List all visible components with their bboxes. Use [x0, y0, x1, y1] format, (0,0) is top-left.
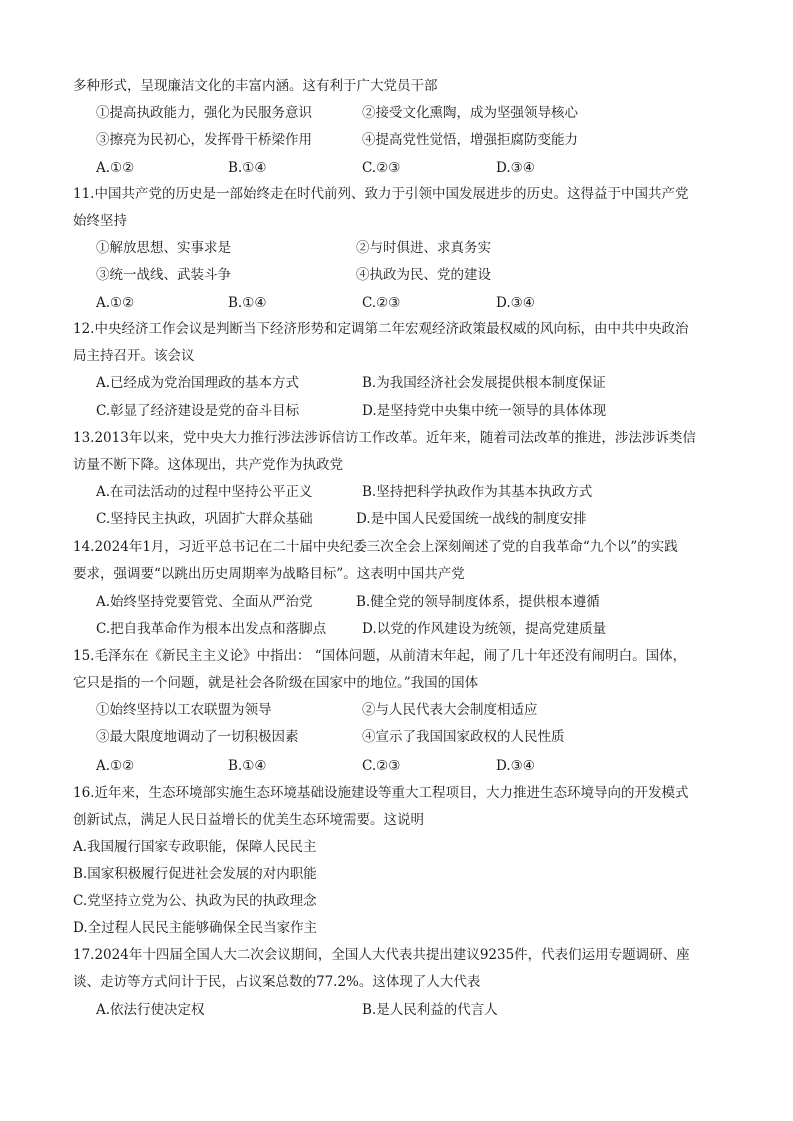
- q10-item-4: ④提高党性觉悟，增强拒腐防变能力: [362, 132, 578, 148]
- q10-item-1: ①提高执政能力，强化为民服务意识: [96, 105, 312, 121]
- q14-stem-line1: 14.2024年1月，习近平总书记在二十届中央纪委三次全会上深刻阐述了党的自我革命“九个以”的实践: [73, 539, 678, 555]
- q13-choice-a[interactable]: A.在司法活动的过程中坚持公平正义: [96, 484, 313, 500]
- q16-stem-line2: 创新试点，满足人民日益增长的优美生态环境需要。这说明: [73, 812, 424, 828]
- q15-item-2: ②与人民代表大会制度相适应: [362, 702, 538, 718]
- q14-stem-line2: 要求，强调要“以跳出历史周期率为战略目标”。这表明中国共产党: [73, 566, 465, 582]
- q10-choice-d[interactable]: D.③④: [496, 160, 535, 176]
- q10-item-3: ③擦亮为民初心，发挥骨干桥梁作用: [96, 132, 312, 148]
- q11-choice-b[interactable]: B.①④: [228, 295, 267, 311]
- q11-choice-a[interactable]: A.①②: [96, 295, 135, 311]
- q17-stem-line2: 谈、走访等方式问计于民，占议案总数的77.2%。这体现了人大代表: [73, 974, 481, 990]
- q14-choice-b[interactable]: B.健全党的领导制度体系，提供根本遵循: [356, 594, 600, 610]
- q14-choice-c[interactable]: C.把自我革命作为根本出发点和落脚点: [96, 621, 327, 637]
- q16-choice-a[interactable]: A.我国履行国家专政职能，保障人民民主: [73, 839, 317, 855]
- q12-stem-line1: 12.中央经济工作会议是判断当下经济形势和定调第二年宏观经济政策最权威的风向标，由中共中央政治: [73, 321, 689, 337]
- q16-choice-c[interactable]: C.党坚持立党为公、执政为民的执政理念: [73, 893, 317, 909]
- q17-choice-a[interactable]: A.依法行使决定权: [96, 1002, 205, 1018]
- q11-item-2: ②与时俱进、求真务实: [356, 240, 491, 256]
- q13-choice-b[interactable]: B.坚持把科学执政作为其基本执政方式: [362, 484, 593, 500]
- q11-item-4: ④执政为民、党的建设: [356, 267, 491, 283]
- q14-choice-a[interactable]: A.始终坚持党要管党、全面从严治党: [96, 594, 313, 610]
- q11-choice-d[interactable]: D.③④: [496, 295, 535, 311]
- q12-choice-b[interactable]: B.为我国经济社会发展提供根本制度保证: [362, 375, 606, 391]
- q15-choice-b[interactable]: B.①④: [228, 758, 267, 774]
- q15-item-1: ①始终坚持以工农联盟为领导: [96, 702, 272, 718]
- q15-stem-line2: 它只是指的一个问题，就是社会各阶级在国家中的地位。”我国的国体: [73, 675, 479, 691]
- q17-stem-line1: 17.2024年十四届全国人大二次会议期间，全国人大代表共提出建议9235件，代表们运用专题调研、座: [73, 947, 690, 963]
- q15-choice-a[interactable]: A.①②: [96, 758, 135, 774]
- q16-choice-b[interactable]: B.国家积极履行促进社会发展的对内职能: [73, 866, 317, 882]
- q12-choice-c[interactable]: C.彰显了经济建设是党的奋斗目标: [96, 403, 300, 419]
- q11-item-3: ③统一战线、武装斗争: [96, 267, 231, 283]
- q13-stem-line1: 13.2013年以来，党中央大力推行涉法涉诉信访工作改革。近年来，随着司法改革的推进，涉法涉诉类信: [73, 430, 696, 446]
- q13-stem-line2: 访量不断下降。这体现出，共产党作为执政党: [73, 457, 343, 473]
- q15-stem-line1: 15.毛泽东在《新民主主义论》中指出： “国体问题，从前清末年起，闹了几十年还没有闹明白。国体，: [73, 648, 687, 664]
- q10-choice-c[interactable]: C.②③: [362, 160, 401, 176]
- q13-choice-d[interactable]: D.是中国人民爱国统一战线的制度安排: [356, 511, 587, 527]
- q16-choice-d[interactable]: D.全过程人民民主能够确保全民当家作主: [73, 920, 318, 936]
- q10-choice-b[interactable]: B.①④: [228, 160, 267, 176]
- q12-stem-line2: 局主持召开。该会议: [73, 348, 195, 364]
- q10-choice-a[interactable]: A.①②: [96, 160, 135, 176]
- q13-choice-c[interactable]: C.坚持民主执政，巩固扩大群众基础: [96, 511, 313, 527]
- q12-choice-d[interactable]: D.是坚持党中央集中统一领导的具体体现: [362, 403, 607, 419]
- q12-choice-a[interactable]: A.已经成为党治国理政的基本方式: [96, 375, 300, 391]
- q10-stem-tail: 多种形式，呈现廉洁文化的丰富内涵。这有利于广大党员干部: [73, 78, 438, 94]
- q14-choice-d[interactable]: D.以党的作风建设为统领，提高党建质量: [362, 621, 607, 637]
- q15-choice-c[interactable]: C.②③: [362, 758, 401, 774]
- q15-choice-d[interactable]: D.③④: [496, 758, 535, 774]
- q15-item-4: ④宣示了我国国家政权的人民性质: [362, 729, 565, 745]
- q11-stem-line2: 始终坚持: [73, 213, 127, 229]
- q10-item-2: ②接受文化熏陶，成为坚强领导核心: [362, 105, 578, 121]
- q16-stem-line1: 16.近年来，生态环境部实施生态环境基础设施建设等重大工程项目，大力推进生态环境导向的开发模式: [73, 785, 689, 801]
- q11-choice-c[interactable]: C.②③: [362, 295, 401, 311]
- q11-stem-line1: 11.中国共产党的历史是一部始终走在时代前列、致力于引领中国发展进步的历史。这得益于中国共产党: [73, 186, 689, 202]
- q15-item-3: ③最大限度地调动了一切积极因素: [96, 729, 299, 745]
- q17-choice-b[interactable]: B.是人民利益的代言人: [362, 1002, 498, 1018]
- q11-item-1: ①解放思想、实事求是: [96, 240, 231, 256]
